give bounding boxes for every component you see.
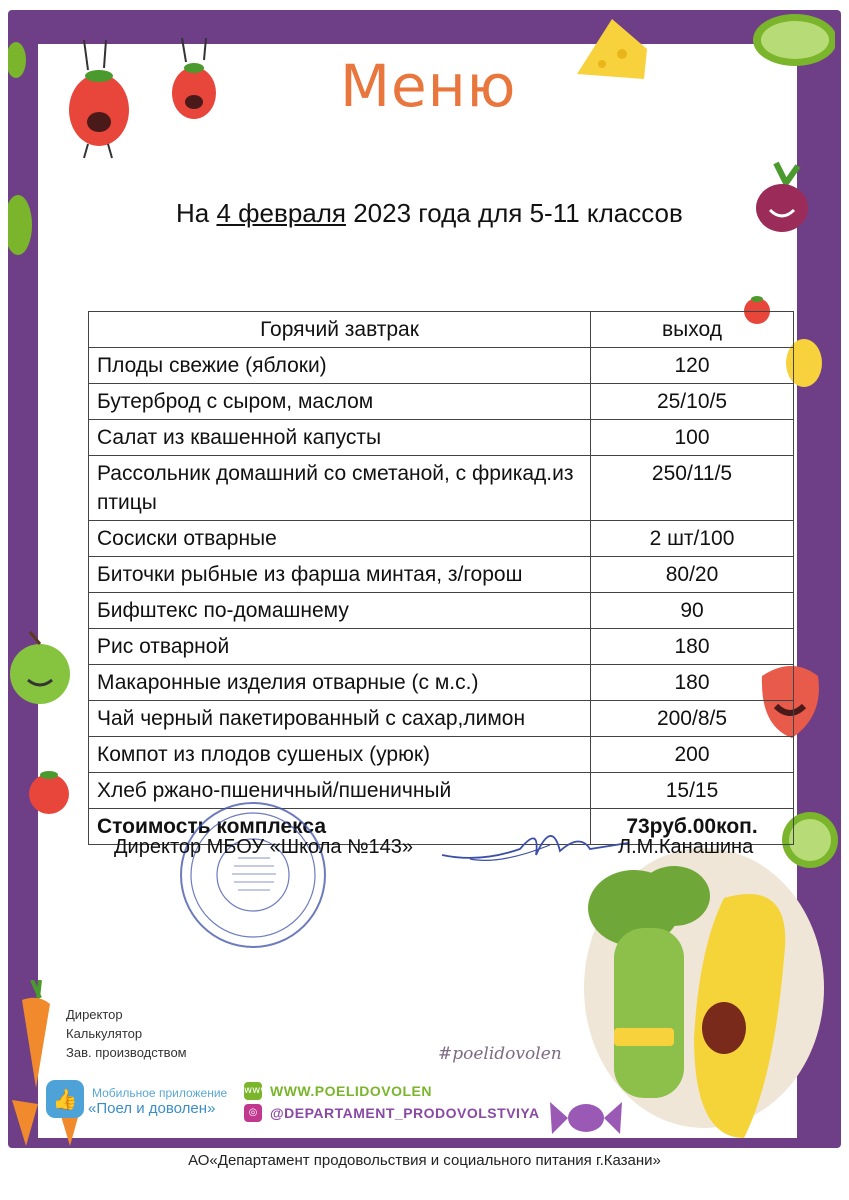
- dish-output: 120: [591, 348, 794, 384]
- table-row: [89, 384, 794, 420]
- dish-output: 180: [591, 629, 794, 665]
- browser-icon: www: [244, 1082, 262, 1100]
- dish-output: 250/11/5: [591, 456, 794, 521]
- table-row: [89, 420, 794, 456]
- subtitle-prefix: На: [176, 198, 217, 228]
- table-row: [89, 701, 794, 737]
- dish-output: 25/10/5: [591, 384, 794, 420]
- dish-name: Сосиски отварные: [89, 521, 591, 557]
- dish-name: Плоды свежие (яблоки): [89, 348, 591, 384]
- table-row: [89, 665, 794, 701]
- instagram-link[interactable]: @DEPARTAMENT_PRODOVOLSTVIYA: [270, 1105, 540, 1121]
- dish-output: 80/20: [591, 557, 794, 593]
- dish-name: Чай черный пакетированный с сахар,лимон: [89, 701, 591, 737]
- tomato-character-icon: [26, 764, 72, 818]
- app-caption: Мобильное приложение: [92, 1086, 228, 1100]
- table-row: [89, 629, 794, 665]
- dish-output: 90: [591, 593, 794, 629]
- cheese-character-icon: [572, 14, 652, 84]
- page-title: Меню: [340, 52, 517, 120]
- dish-name: Рассольник домашний со сметаной, с фрикад.из птицы: [89, 456, 591, 521]
- signatories-list: [66, 1005, 187, 1062]
- carrot-character-icon: [10, 980, 60, 1090]
- dish-output: 15/15: [591, 773, 794, 809]
- dish-name: Рис отварной: [89, 629, 591, 665]
- menu-table-body: [89, 348, 794, 845]
- dish-output: 180: [591, 665, 794, 701]
- menu-date-line: [176, 198, 683, 229]
- director-name: Л.М.Канашина: [618, 836, 754, 858]
- menu-date: 4 февраля: [216, 198, 346, 228]
- dish-column-header: Горячий завтрак: [89, 312, 591, 348]
- table-row: [89, 593, 794, 629]
- thumbs-up-icon: 👍: [46, 1080, 84, 1118]
- table-header-row: [89, 312, 794, 348]
- output-column-header: выход: [591, 312, 794, 348]
- instagram-row: [244, 1104, 540, 1122]
- tomato-character-icon: [66, 40, 136, 160]
- dish-output: 200: [591, 737, 794, 773]
- director-line: Директор МБОУ «Школа №143»: [114, 836, 414, 858]
- signatory-production-head: Зав. производством: [66, 1045, 187, 1060]
- table-row: [89, 348, 794, 384]
- total-price: 73руб.00коп.: [591, 809, 794, 845]
- broccoli-banana-characters-icon: [574, 838, 826, 1148]
- signatory-calculator: Калькулятор: [66, 1026, 143, 1041]
- school-seal-stamp: [178, 800, 328, 950]
- dish-name: Макаронные изделия отварные (с м.с.): [89, 665, 591, 701]
- table-row: [89, 521, 794, 557]
- handwritten-signature: [440, 815, 630, 870]
- table-row: [89, 737, 794, 773]
- total-label: Стоимость комплекса: [89, 809, 591, 845]
- signatory-director: Директор: [66, 1007, 123, 1022]
- subtitle-suffix: 2023 года для 5-11 классов: [346, 198, 683, 228]
- menu-table: [88, 311, 794, 845]
- table-row: [89, 456, 794, 521]
- table-row: [89, 557, 794, 593]
- dish-output: 2 шт/100: [591, 521, 794, 557]
- website-link[interactable]: WWW.POELIDOVOLEN: [270, 1083, 432, 1099]
- dish-output: 200/8/5: [591, 701, 794, 737]
- dish-name: Компот из плодов сушеных (урюк): [89, 737, 591, 773]
- dish-name: Хлеб ржано-пшеничный/пшеничный: [89, 773, 591, 809]
- green-leaf-icon: [8, 40, 28, 80]
- dish-name: Бифштекс по-домашнему: [89, 593, 591, 629]
- web-links: [244, 1082, 540, 1126]
- dish-output: 100: [591, 420, 794, 456]
- cucumber-slice-icon: [745, 10, 835, 70]
- dish-name: Биточки рыбные из фарша минтая, з/горош: [89, 557, 591, 593]
- footer-organization: АО«Департамент продовольствия и социального питания г.Казани»: [188, 1152, 661, 1169]
- dish-name: Бутерброд с сыром, маслом: [89, 384, 591, 420]
- hashtag: #poelidovolen: [438, 1044, 562, 1064]
- tomato-character-icon: [168, 38, 224, 128]
- website-row: [244, 1082, 540, 1100]
- green-leaf-icon: [8, 190, 38, 260]
- apple-character-icon: [6, 628, 72, 708]
- beet-character-icon: [746, 158, 816, 238]
- instagram-icon: ◎: [244, 1104, 262, 1122]
- app-name: «Поел и доволен»: [88, 1100, 216, 1117]
- dish-name: Салат из квашенной капусты: [89, 420, 591, 456]
